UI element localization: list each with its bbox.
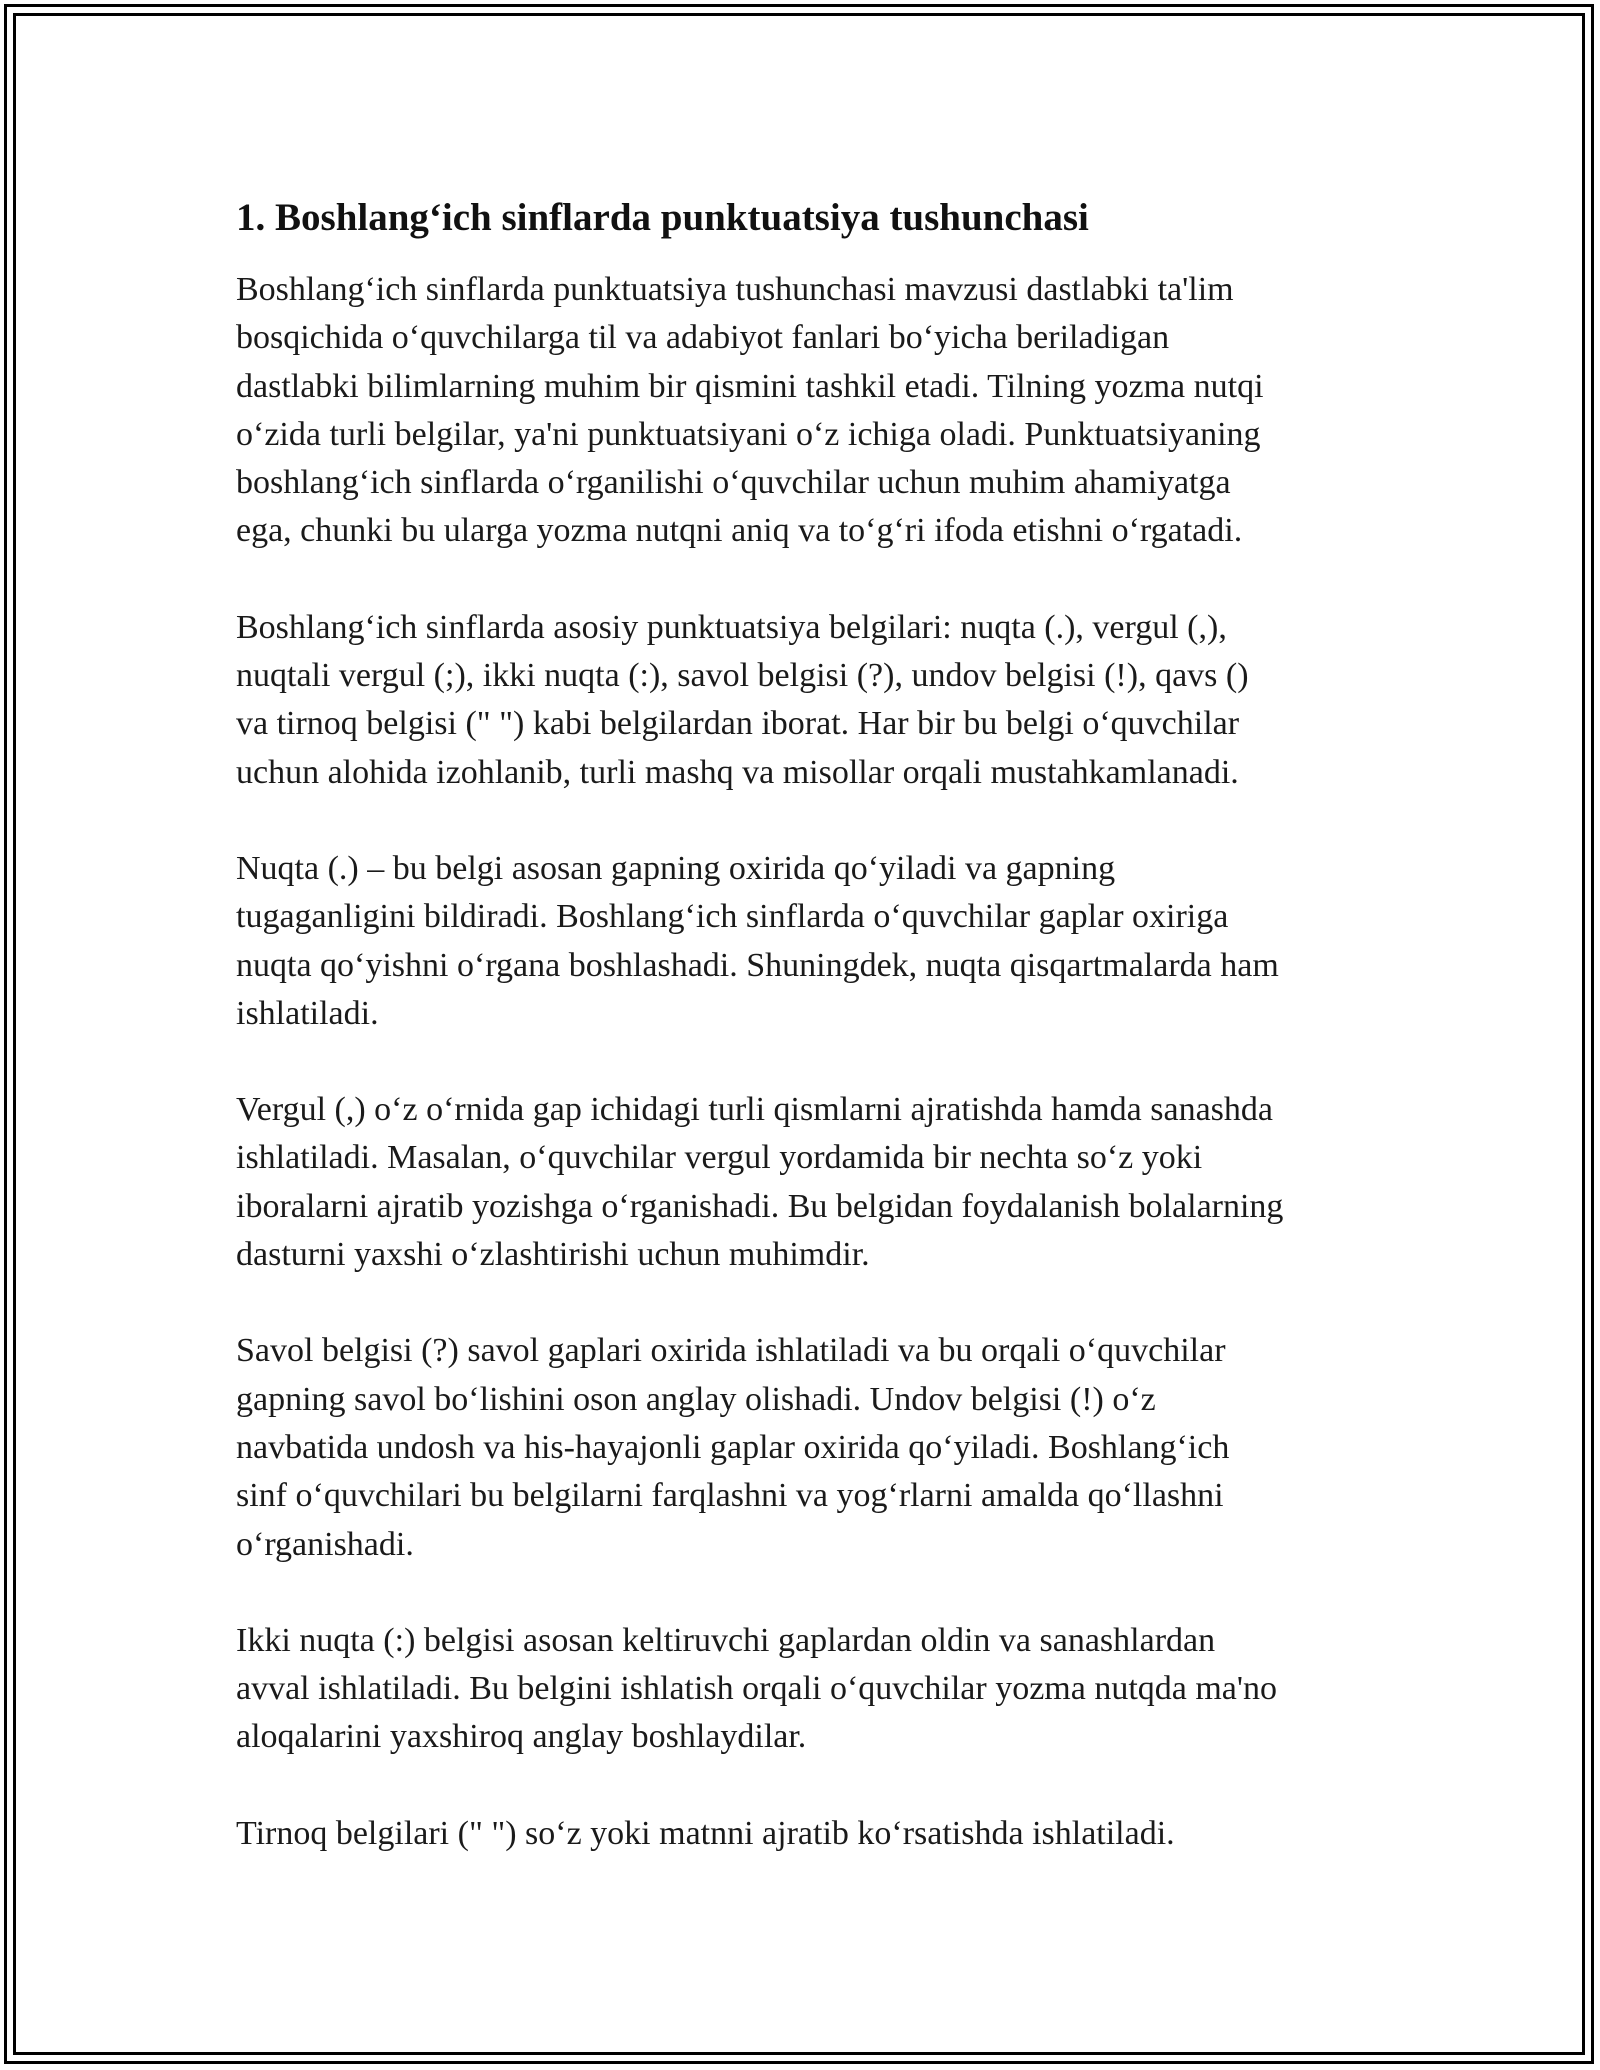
paragraph-4 <box>236 1086 1386 1279</box>
text-line: Boshlang‘ich sinflarda asosiy punktuatsiya belgilari: nuqta (.), vergul (,), <box>236 608 1227 646</box>
document-body <box>236 180 1386 1858</box>
paragraph-5 <box>236 1327 1386 1568</box>
text-line: o‘rganishadi. <box>236 1525 414 1563</box>
text-line: Savol belgisi (?) savol gaplari oxirida ishlatiladi va bu orqali o‘quvchilar <box>236 1332 1226 1370</box>
text-line: Vergul (,) o‘z o‘rnida gap ichidagi turli qismlarni ajratishda hamda sanashda <box>236 1091 1273 1129</box>
text-line: ishlatiladi. <box>236 994 379 1032</box>
text-line: aloqalarini yaxshiroq anglay boshlaydilar. <box>236 1718 807 1756</box>
paragraph-2 <box>236 604 1386 797</box>
text-line: Ikki nuqta (:) belgisi asosan keltiruvchi gaplardan oldin va sanashlardan <box>236 1621 1216 1659</box>
text-line: iboralarni ajratib yozishga o‘rganishadi. Bu belgidan foydalanish bolalarning <box>236 1187 1284 1225</box>
text-line: ishlatiladi. Masalan, o‘quvchilar vergul yordamida bir nechta so‘z yoki <box>236 1139 1203 1177</box>
paragraph-6 <box>236 1617 1386 1762</box>
text-line: tugaganligini bildiradi. Boshlang‘ich sinflarda o‘quvchilar gaplar oxiriga <box>236 898 1229 936</box>
text-line: nuqta qo‘yishni o‘rgana boshlashadi. Shuningdek, nuqta qisqartmalarda ham <box>236 946 1279 984</box>
text-line: Nuqta (.) – bu belgi asosan gapning oxirida qo‘yiladi va gapning <box>236 849 1116 887</box>
text-line: nuqtali vergul (;), ikki nuqta (:), savol belgisi (?), undov belgisi (!), qavs () <box>236 657 1249 695</box>
text-line: bosqichida o‘quvchilarga til va adabiyot fanlari bo‘yicha beriladigan <box>236 319 1170 357</box>
text-line: ega, chunki bu ularga yozma nutqni aniq va to‘g‘ri ifoda etishni o‘rgatadi. <box>236 512 1243 550</box>
text-line: avval ishlatiladi. Bu belgini ishlatish orqali o‘quvchilar yozma nutqda ma'no <box>236 1670 1278 1708</box>
text-line: boshlang‘ich sinflarda o‘rganilishi o‘quvchilar uchun muhim ahamiyatga <box>236 464 1231 502</box>
section-title: 1. Boshlang‘ich sinflarda punktuatsiya tushunchasi <box>236 196 1089 239</box>
paragraph-7 <box>236 1810 1386 1858</box>
text-line: o‘zida turli belgilar, ya'ni punktuatsiyani o‘z ichiga oladi. Punktuatsiyaning <box>236 415 1261 453</box>
text-line: gapning savol bo‘lishini oson anglay olishadi. Undov belgisi (!) o‘z <box>236 1380 1156 1418</box>
text-line: dastlabki bilimlarning muhim bir qismini tashkil etadi. Tilning yozma nutqi <box>236 367 1264 405</box>
text-line: uchun alohida izohlanib, turli mashq va misollar orqali mustahkamlanadi. <box>236 753 1239 791</box>
text-line: Boshlang‘ich sinflarda punktuatsiya tushunchasi mavzusi dastlabki ta'lim <box>236 271 1234 308</box>
paragraph-1 <box>236 266 1386 556</box>
text-line: Tirnoq belgilari (" ") so‘z yoki matnni ajratib ko‘rsatishda ishlatiladi. <box>236 1814 1175 1852</box>
text-line: navbatida undosh va his-hayajonli gaplar oxirida qo‘yiladi. Boshlang‘ich <box>236 1428 1230 1466</box>
text-line: sinf o‘quvchilari bu belgilarni farqlashni va yog‘rlarni amalda qo‘llashni <box>236 1477 1224 1515</box>
paragraph-3 <box>236 845 1386 1038</box>
text-line: va tirnoq belgisi (" ") kabi belgilardan iborat. Har bir bu belgi o‘quvchilar <box>236 705 1240 743</box>
text-line: dasturni yaxshi o‘zlashtirishi uchun muhimdir. <box>236 1236 870 1274</box>
